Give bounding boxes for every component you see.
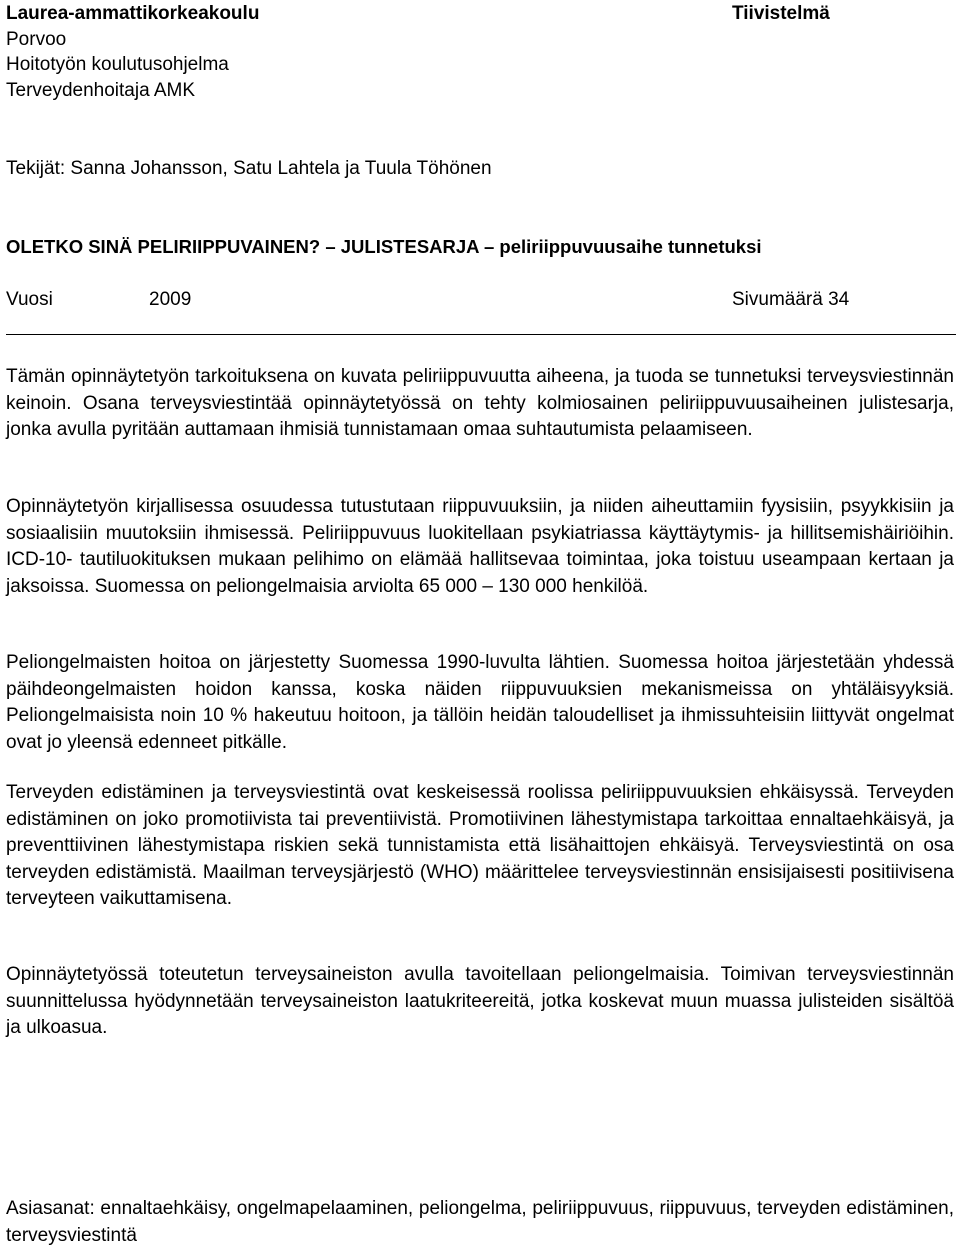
thesis-title: OLETKO SINÄ PELIRIIPPUVAINEN? – JULISTESARJA – peliriippuvuusaihe tunnetuksi: [6, 236, 762, 257]
divider: [6, 334, 956, 335]
abstract-paragraph-3: Peliongelmaisten hoitoa on järjestetty Suomessa 1990-luvulta lähtien. Suomessa hoitoa järjestetään yhdessä päihdeongelmaisten hoidon kanssa, koska näiden riippuvuuksien mekanismeissa on yhtäläisyyksiä. Peliongelmaisista noin 10 % hakeutuu hoitoon, ja tällöin heidän taloudelliset ja ihmissuhteisiin liittyvät ongelmat ovat jo yleensä edenneet pitkälle.: [6, 652, 954, 753]
program-name: Hoitotyön koulutusohjelma: [6, 54, 229, 75]
abstract-paragraph-5: Opinnäytetyössä toteutetun terveysaineiston avulla tavoitellaan peliongelmaisia. Toimivan terveysviestinnän suunnittelussa hyödynnetään terveysaineiston laatukriteereitä, jotka koskevat muun muassa julisteiden sisältöä ja ulkoasua.: [6, 964, 954, 1038]
campus-name: Porvoo: [6, 29, 67, 50]
year-value: 2009: [149, 289, 192, 310]
degree-name: Terveydenhoitaja AMK: [6, 80, 196, 101]
keywords: Asiasanat: ennaltaehkäisy, ongelmapelaaminen, peliongelma, peliriippuvuus, riippuvuus, terveyden edistäminen, terveysviestintä: [6, 1198, 954, 1246]
abstract-paragraph-1: Tämän opinnäytetyön tarkoituksena on kuvata peliriippuvuutta aiheena, ja tuoda se tunnetuksi terveysviestinnän keinoin. Osana terveysviestintää opinnäytetyössä on tehty kolmiosainen peliriippuvuusaiheinen julistesarja, jonka avulla pyritään auttamaan ihmisiä tunnistamaan omaa suhtautumista pelaamiseen.: [6, 366, 954, 440]
abstract-page: [6, 0, 954, 1248]
authors-line: Tekijät: Sanna Johansson, Satu Lahtela ja Tuula Töhönen: [6, 158, 492, 179]
document-type: Tiivistelmä: [732, 3, 830, 24]
page-count: Sivumäärä 34: [732, 289, 850, 310]
abstract-paragraph-4: Terveyden edistäminen ja terveysviestintä ovat keskeisessä roolissa peliriippuvuuksien ehkäisyssä. Terveyden edistäminen on joko promotiivista tai preventiivistä. Promotiivinen lähestymistapa tarkoittaa ennaltaehkäisyä, ja preventtiivinen lähestymistapa riskien sekä tunnistamista että lisähaittojen ehkäisyä. Terveysviestintä on osa terveyden edistämistä. Maailman terveysjärjestö (WHO) määrittelee terveysviestinnän ensisijaisesti positiivisena terveyteen vaikuttamisena.: [6, 782, 954, 909]
abstract-paragraph-2: Opinnäytetyön kirjallisessa osuudessa tutustutaan riippuvuuksiin, ja niiden aiheuttamiin fyysisiin, psyykkisiin ja sosiaalisiin muutoksiin ihmisessä. Peliriippuvuus luokitellaan psykiatriassa käyttäytymis- ja hillitsemishäiriöihin. ICD-10- tautiluokituksen mukaan pelihimo on elämää hallitsevaa toimintaa, joka toistuu useampaan kertaan ja jaksoissa. Suomessa on peliongelmaisia arviolta 65 000 – 130 000 henkilöä.: [6, 496, 954, 597]
institution-name: Laurea-ammattikorkeakoulu: [6, 3, 260, 24]
year-label: Vuosi: [6, 289, 53, 310]
